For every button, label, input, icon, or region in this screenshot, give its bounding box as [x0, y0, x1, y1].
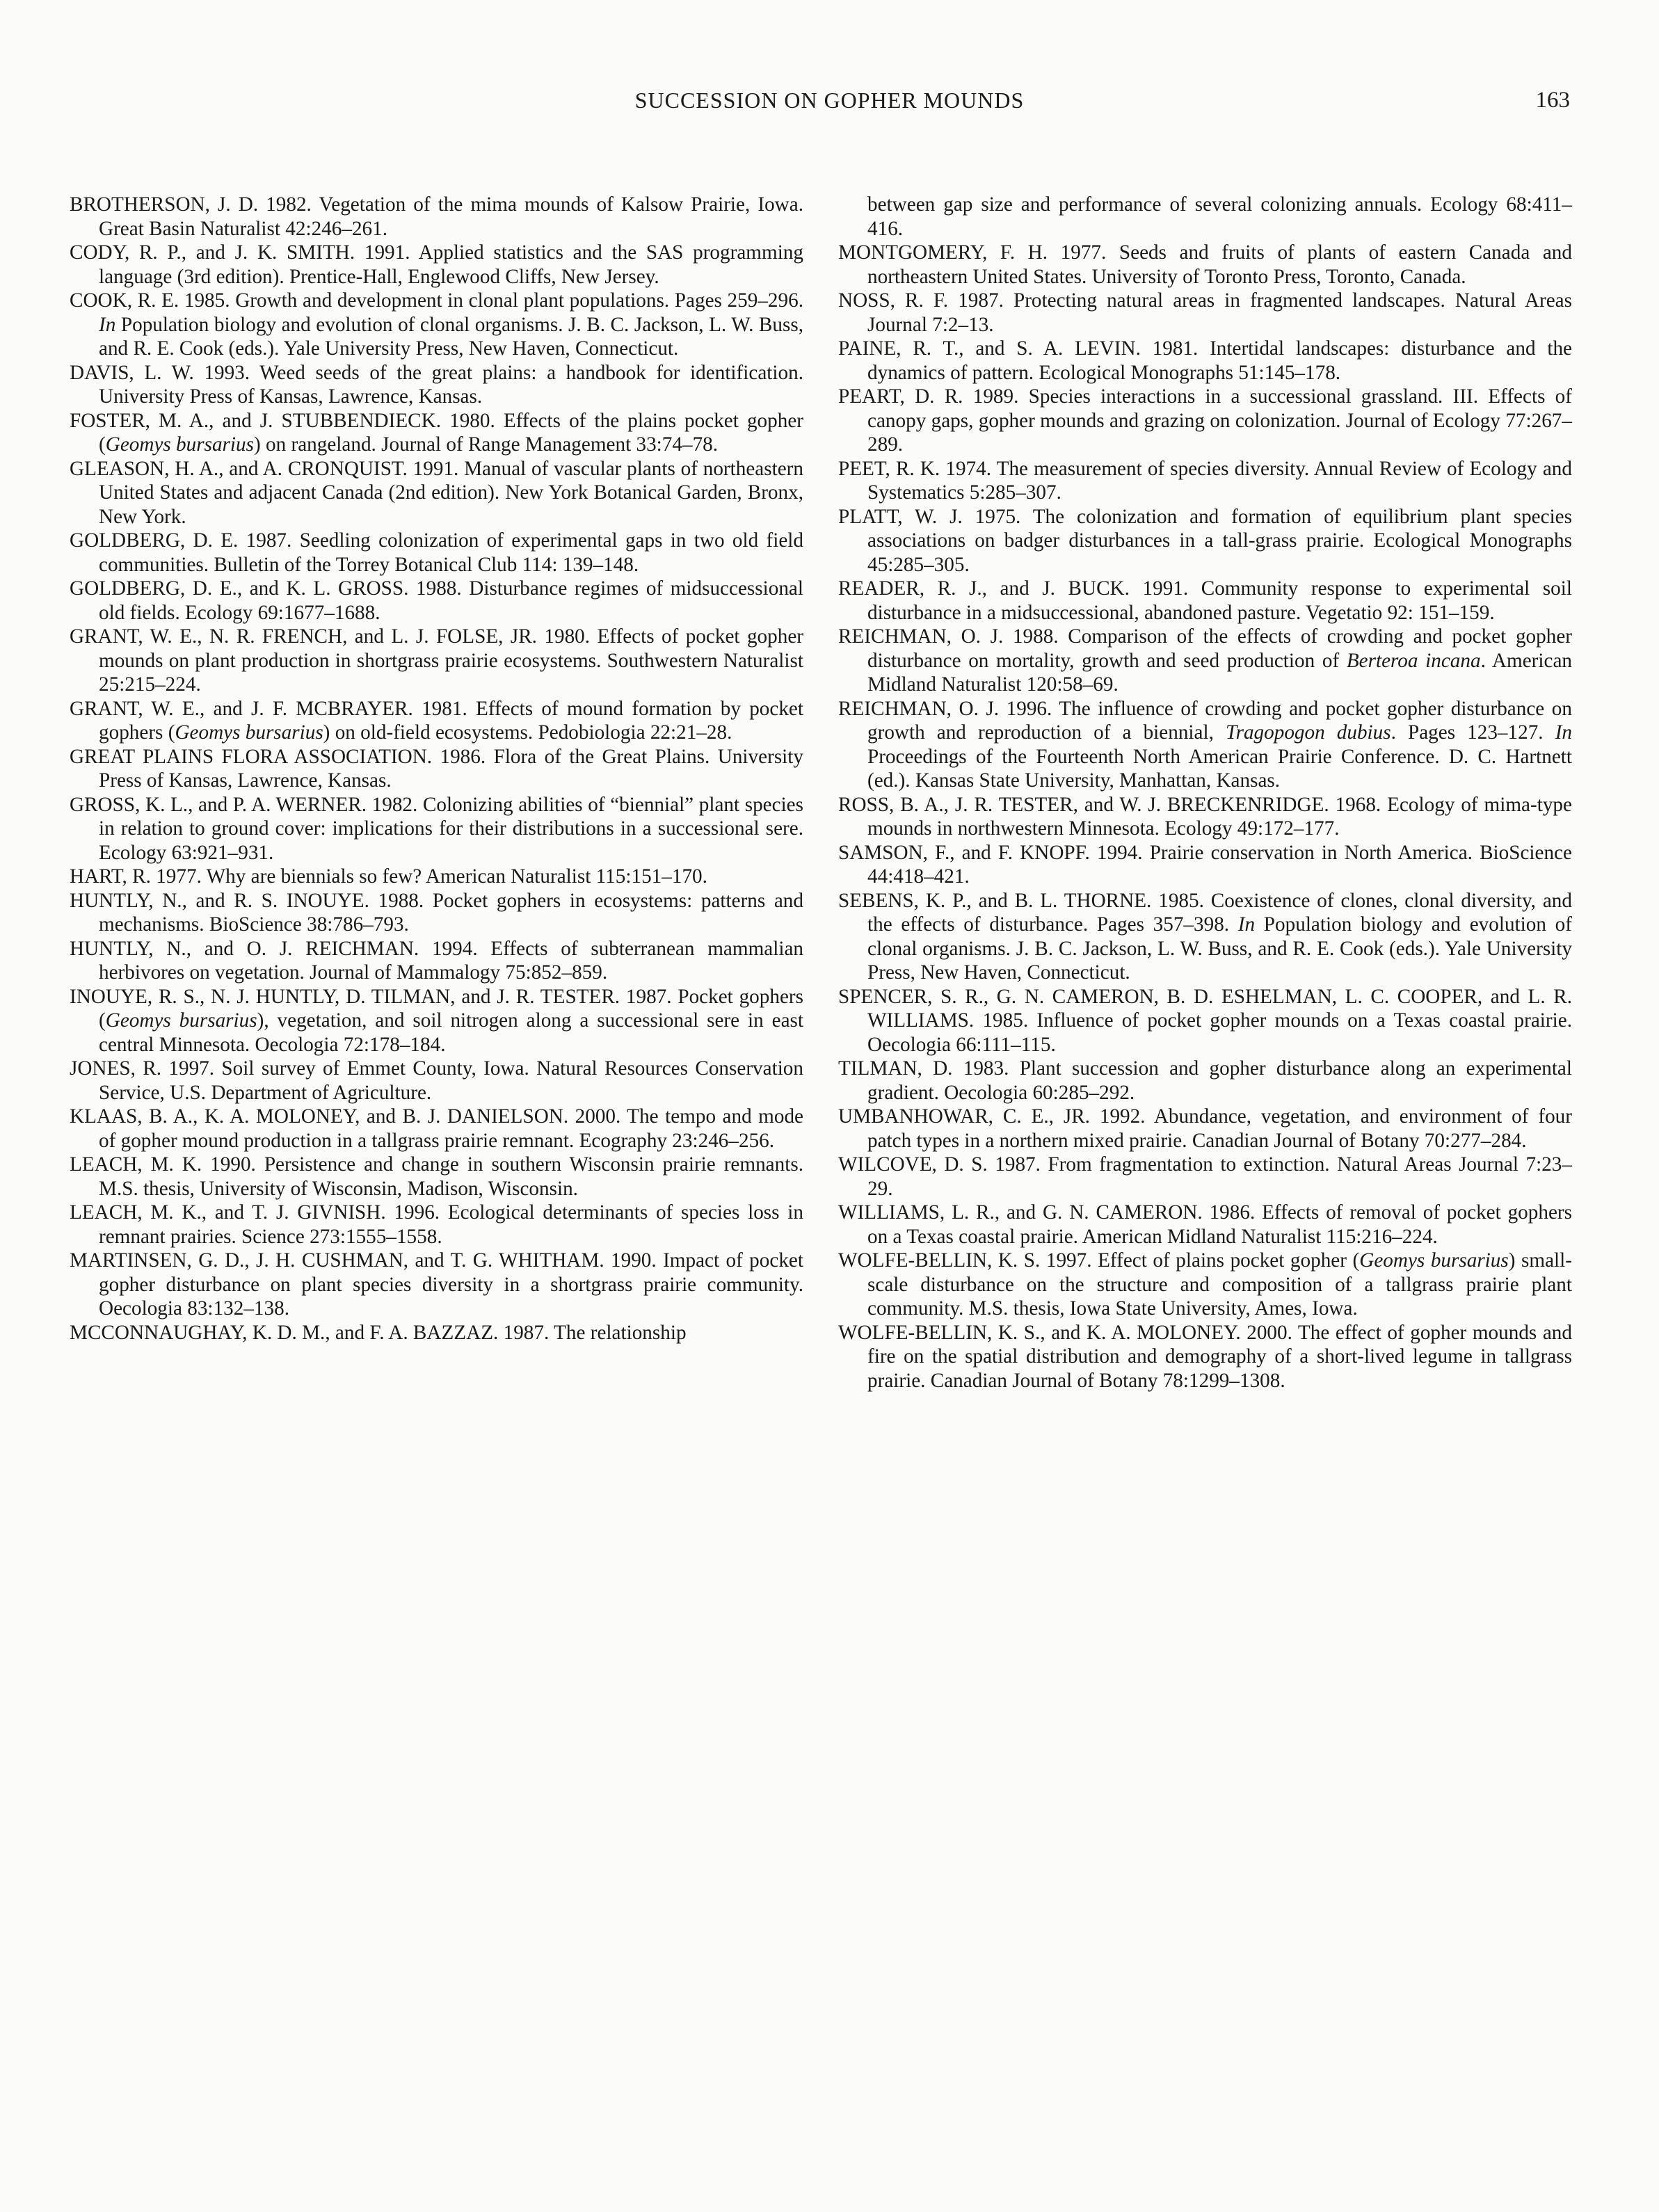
reference-entry: WOLFE-BELLIN, K. S., and K. A. MOLONEY. 2000. The effect of gopher mounds and fire on the spatial distribution and demography of a short-lived legume in tallgrass prairie. Canadian Journal of Botany 78:1299–1308. [838, 1321, 1572, 1392]
reference-entry: REICHMAN, O. J. 1988. Comparison of the effects of crowding and pocket gopher disturbance on mortality, growth and seed production of Berteroa incana. American Midland Naturalist 120:58–69. [838, 625, 1573, 696]
reference-entry: PLATT, W. J. 1975. The colonization and formation of equilibrium plant species associations on badger disturbances in a tall-grass prairie. Ecological Monographs 45:285–305. [838, 505, 1572, 576]
reference-entry: GOLDBERG, D. E. 1987. Seedling colonization of experimental gaps in two old field communities. Bulletin of the Torrey Botanical Club 114: 139–148. [70, 529, 803, 576]
reference-entry: WOLFE-BELLIN, K. S. 1997. Effect of plains pocket gopher (Geomys bursarius) small-scale disturbance on the structure and composition of a tallgrass prairie plant community. M.S. thesis, Iowa State University, Ames, Iowa. [838, 1249, 1572, 1320]
reference-entry: WILCOVE, D. S. 1987. From fragmentation to extinction. Natural Areas Journal 7:23–29. [838, 1153, 1572, 1200]
reference-entry: GREAT PLAINS FLORA ASSOCIATION. 1986. Flora of the Great Plains. University Press of Kansas, Lawrence, Kansas. [70, 745, 803, 792]
reference-entry: FOSTER, M. A., and J. STUBBENDIECK. 1980. Effects of the plains pocket gopher (Geomys bursarius) on rangeland. Journal of Range Management 33:74–78. [70, 409, 803, 456]
reference-entry: GRANT, W. E., N. R. FRENCH, and L. J. FOLSE, JR. 1980. Effects of pocket gopher mounds on plant production in shortgrass prairie ecosystems. Southwestern Naturalist 25:215–224. [70, 625, 803, 696]
running-title: SUCCESSION ON GOPHER MOUNDS [634, 88, 1025, 113]
page-number: 163 [1535, 88, 1570, 113]
reference-entry: GLEASON, H. A., and A. CRONQUIST. 1991. Manual of vascular plants of northeastern United States and adjacent Canada (2nd edition). New York Botanical Garden, Bronx, New York. [70, 457, 803, 528]
reference-entry: MARTINSEN, G. D., J. H. CUSHMAN, and T. G. WHITHAM. 1990. Impact of pocket gopher disturbance on plant species diversity in a shortgrass prairie community. Oecologia 83:132–138. [70, 1249, 803, 1320]
reference-entry: GRANT, W. E., and J. F. MCBRAYER. 1981. Effects of mound formation by pocket gophers (Geomys bursarius) on old-field ecosystems. Pedobiologia 22:21–28. [70, 697, 803, 744]
reference-entry-continued: between gap size and performance of several colonizing annuals. Ecology 68:411–416. [867, 193, 1572, 240]
reference-entry: READER, R. J., and J. BUCK. 1991. Community response to experimental soil disturbance in a midsuccessional, abandoned pasture. Vegetatio 92: 151–159. [838, 577, 1572, 624]
reference-entry: MONTGOMERY, F. H. 1977. Seeds and fruits of plants of eastern Canada and northeastern United States. University of Toronto Press, Toronto, Canada. [838, 241, 1572, 288]
reference-entry: TILMAN, D. 1983. Plant succession and gopher disturbance along an experimental gradient. Oecologia 60:285–292. [838, 1057, 1572, 1104]
reference-entry: GOLDBERG, D. E., and K. L. GROSS. 1988. Disturbance regimes of midsuccessional old fields. Ecology 69:1677–1688. [70, 577, 803, 624]
reference-entry: INOUYE, R. S., N. J. HUNTLY, D. TILMAN, and J. R. TESTER. 1987. Pocket gophers (Geomys bursarius), vegetation, and soil nitrogen along a successional sere in east central Minnesota. Oecologia 72:178–184. [70, 985, 803, 1056]
reference-entry: WILLIAMS, L. R., and G. N. CAMERON. 1986. Effects of removal of pocket gophers on a Texas coastal prairie. American Midland Naturalist 115:216–224. [838, 1201, 1572, 1248]
reference-entry: REICHMAN, O. J. 1996. The influence of crowding and pocket gopher disturbance on growth and reproduction of a biennial, Tragopogon dubius. Pages 123–127. In Proceedings of the Fourteenth North American Prairie Conference. D. C. Hartnett (ed.). Kansas State University, Manhattan, Kansas. [838, 697, 1573, 792]
reference-entry: COOK, R. E. 1985. Growth and development in clonal plant populations. Pages 259–296. In Population biology and evolution of clonal organisms. J. B. C. Jackson, L. W. Buss, and R. E. Cook (eds.). Yale University Press, New Haven, Connecticut. [70, 289, 803, 360]
reference-entry: SEBENS, K. P., and B. L. THORNE. 1985. Coexistence of clones, clonal diversity, and the effects of disturbance. Pages 357–398. In Population biology and evolution of clonal organisms. J. B. C. Jackson, L. W. Buss, and R. E. Cook (eds.). Yale University Press, New Haven, Connecticut. [838, 889, 1572, 984]
reference-entry: PAINE, R. T., and S. A. LEVIN. 1981. Intertidal landscapes: disturbance and the dynamics of pattern. Ecological Monographs 51:145–178. [838, 337, 1572, 384]
reference-entry: LEACH, M. K., and T. J. GIVNISH. 1996. Ecological determinants of species loss in remnant prairies. Science 273:1555–1558. [70, 1201, 803, 1248]
references-column-right [838, 193, 1572, 1393]
reference-entry: PEET, R. K. 1974. The measurement of species diversity. Annual Review of Ecology and Systematics 5:285–307. [838, 457, 1572, 504]
reference-entry: LEACH, M. K. 1990. Persistence and change in southern Wisconsin prairie remnants. M.S. thesis, University of Wisconsin, Madison, Wisconsin. [70, 1153, 803, 1200]
reference-entry: PEART, D. R. 1989. Species interactions in a successional grassland. III. Effects of canopy gaps, gopher mounds and grazing on colonization. Journal of Ecology 77:267–289. [838, 385, 1572, 456]
reference-entry: CODY, R. P., and J. K. SMITH. 1991. Applied statistics and the SAS programming language (3rd edition). Prentice-Hall, Englewood Cliffs, New Jersey. [70, 241, 803, 288]
reference-entry: SPENCER, S. R., G. N. CAMERON, B. D. ESHELMAN, L. C. COOPER, and L. R. WILLIAMS. 1985. Influence of pocket gopher mounds on a Texas coastal prairie. Oecologia 66:111–115. [838, 985, 1572, 1056]
reference-entry: NOSS, R. F. 1987. Protecting natural areas in fragmented landscapes. Natural Areas Journal 7:2–13. [838, 289, 1572, 336]
reference-entry: JONES, R. 1997. Soil survey of Emmet County, Iowa. Natural Resources Conservation Service, U.S. Department of Agriculture. [70, 1057, 803, 1104]
reference-entry: KLAAS, B. A., K. A. MOLONEY, and B. J. DANIELSON. 2000. The tempo and mode of gopher mound production in a tallgrass prairie remnant. Ecography 23:246–256. [70, 1105, 803, 1152]
reference-entry: HART, R. 1977. Why are biennials so few? American Naturalist 115:151–170. [70, 865, 707, 888]
reference-entry: ROSS, B. A., J. R. TESTER, and W. J. BRECKENRIDGE. 1968. Ecology of mima-type mounds in northwestern Minnesota. Ecology 49:172–177. [838, 793, 1572, 840]
reference-entry: BROTHERSON, J. D. 1982. Vegetation of the mima mounds of Kalsow Prairie, Iowa. Great Basin Naturalist 42:246–261. [70, 193, 803, 240]
reference-entry: UMBANHOWAR, C. E., JR. 1992. Abundance, vegetation, and environment of four patch types in a northern mixed prairie. Canadian Journal of Botany 70:277–284. [838, 1105, 1572, 1152]
reference-entry: DAVIS, L. W. 1993. Weed seeds of the great plains: a handbook for identification. University Press of Kansas, Lawrence, Kansas. [70, 361, 803, 408]
reference-entry: HUNTLY, N., and O. J. REICHMAN. 1994. Effects of subterranean mammalian herbivores on vegetation. Journal of Mammalogy 75:852–859. [70, 937, 803, 984]
reference-entry: SAMSON, F., and F. KNOPF. 1994. Prairie conservation in North America. BioScience 44:418–421. [838, 841, 1572, 888]
running-head [0, 82, 1659, 124]
reference-entry: GROSS, K. L., and P. A. WERNER. 1982. Colonizing abilities of “biennial” plant species in relation to ground cover: implications for their distributions in a successional sere. Ecology 63:921–931. [70, 793, 803, 864]
reference-entry: MCCONNAUGHAY, K. D. M., and F. A. BAZZAZ. 1987. The relationship [70, 1321, 687, 1344]
references-column-left [70, 193, 803, 1345]
reference-entry: HUNTLY, N., and R. S. INOUYE. 1988. Pocket gophers in ecosystems: patterns and mechanisms. BioScience 38:786–793. [70, 889, 803, 936]
